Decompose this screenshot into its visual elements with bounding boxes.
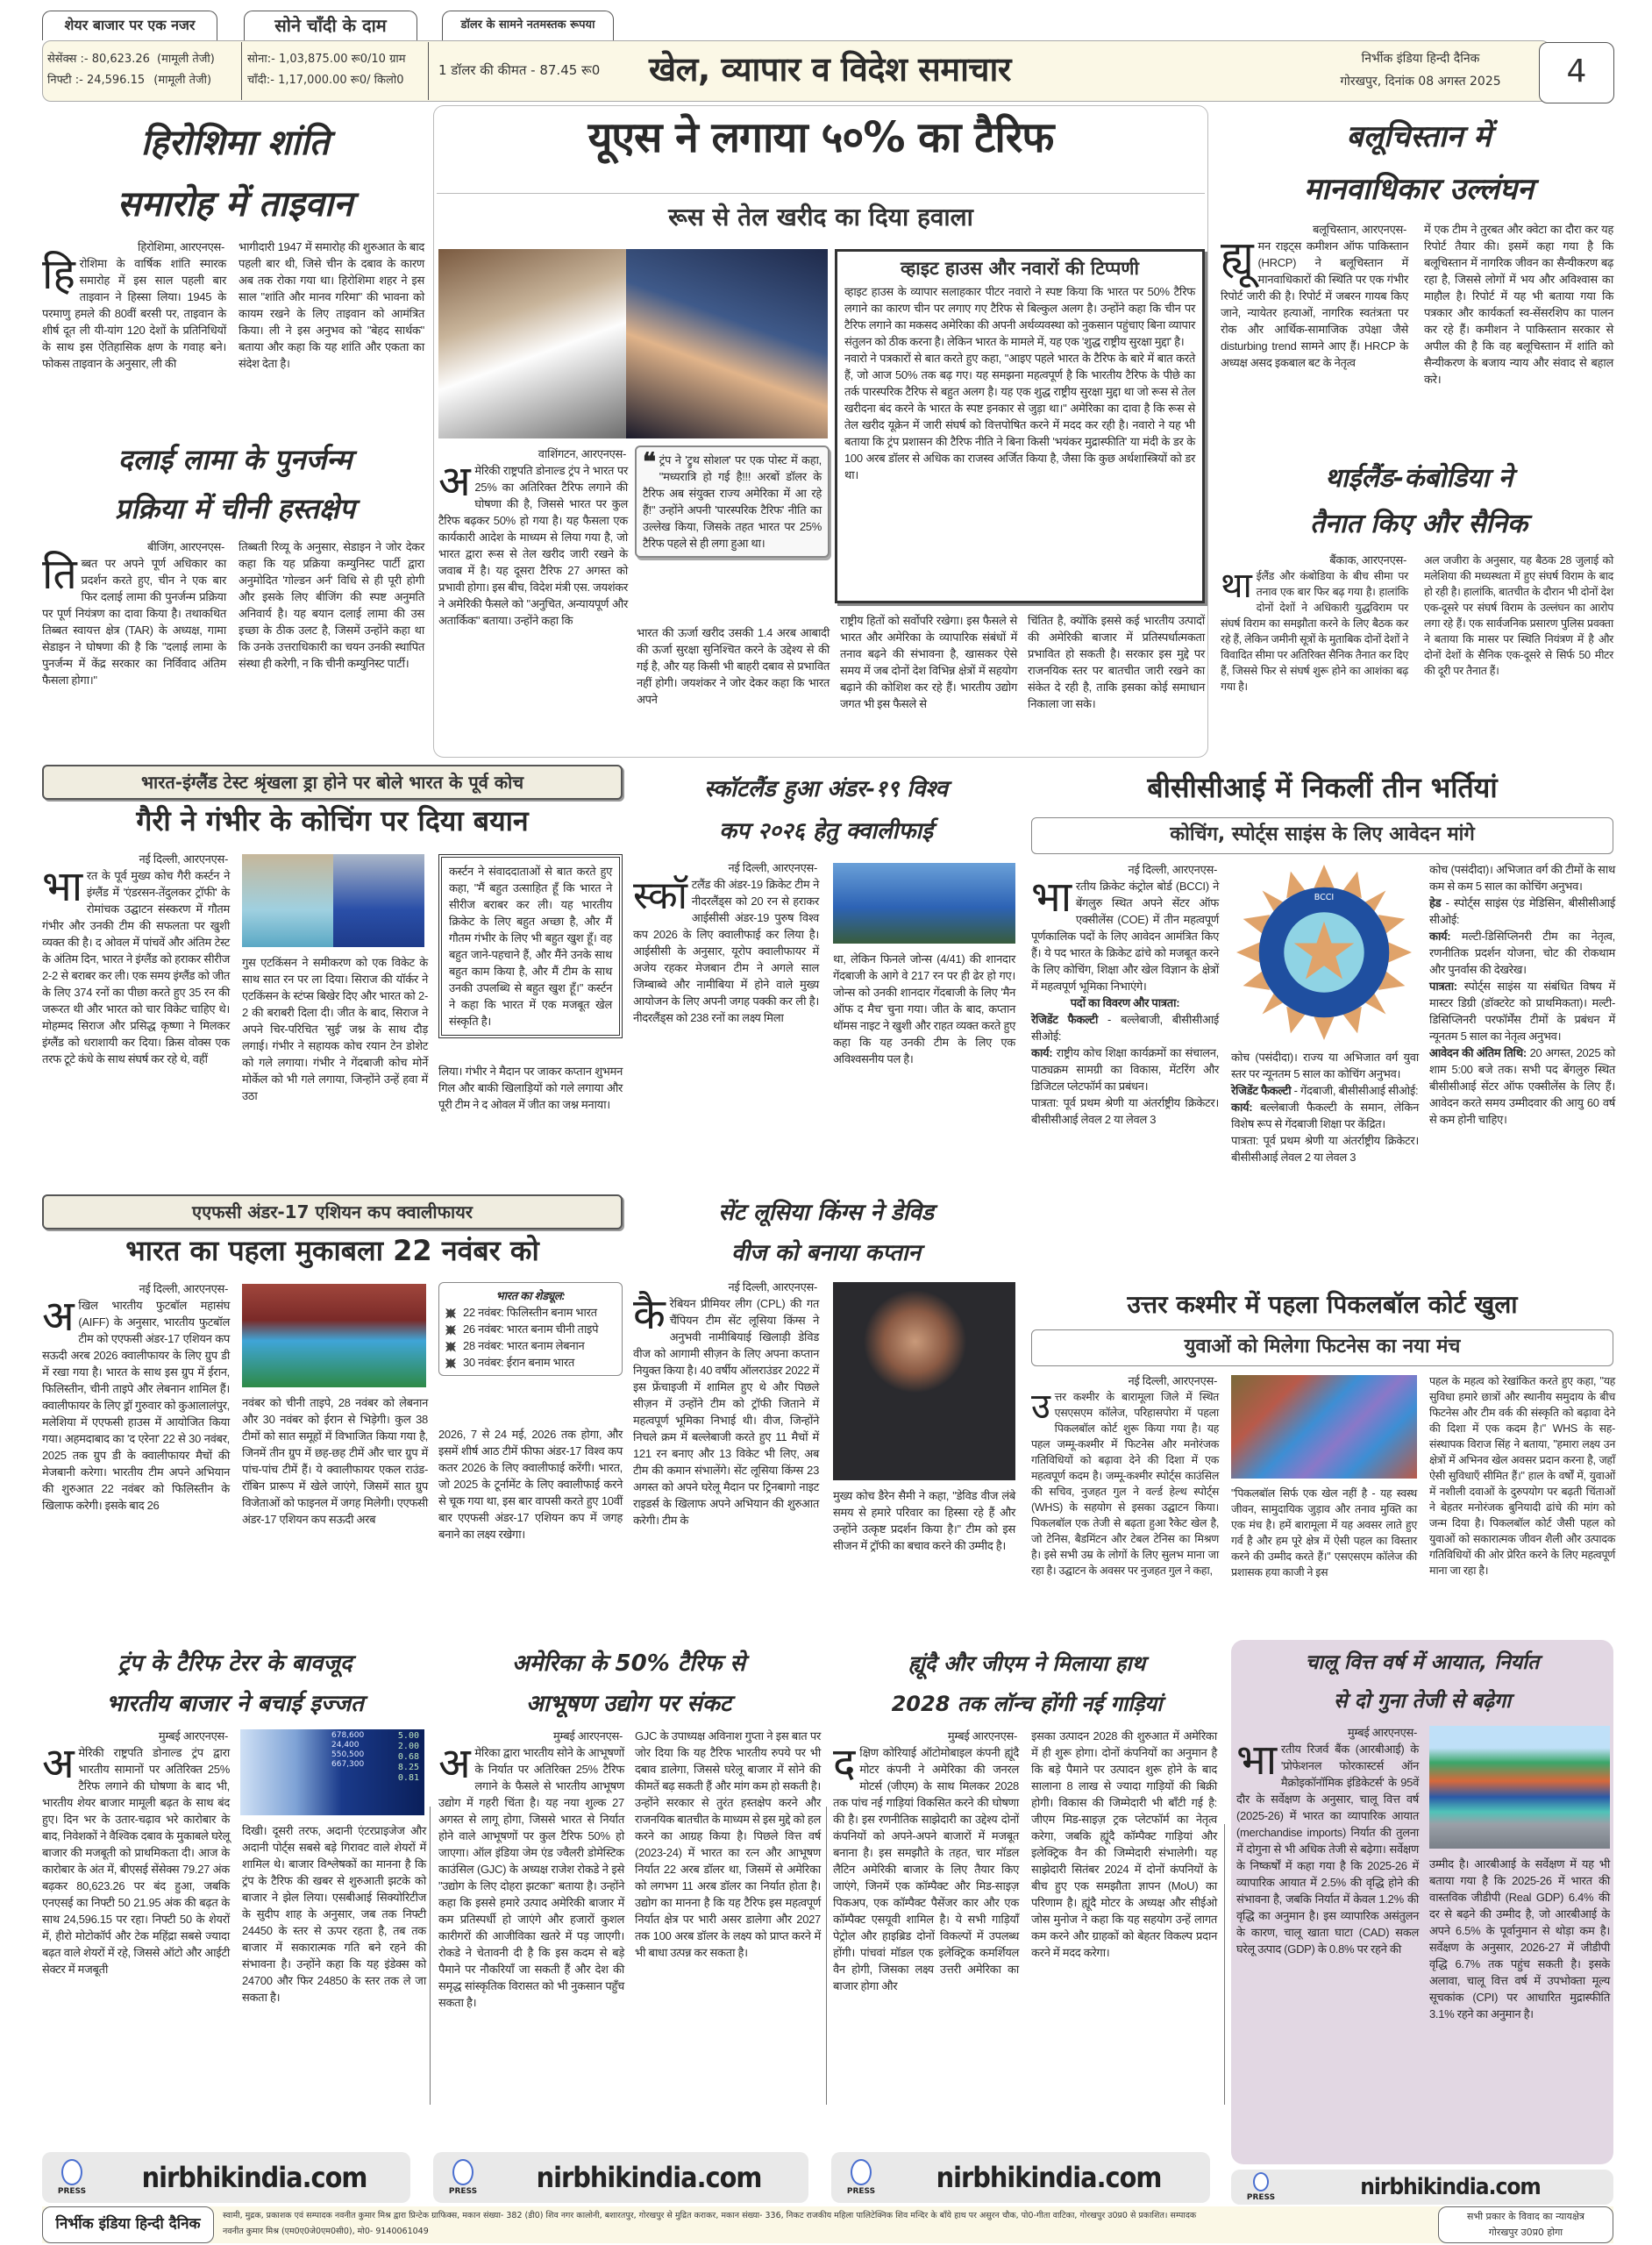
modi-photo bbox=[438, 249, 626, 438]
ticker-value: 24,400 bbox=[331, 1741, 360, 1750]
afc-col2: नवंबर को चीनी ताइपे, 28 नवंबर को लेबनान और 30 नवंबर को ईरान से भिड़ेगी। कुल 38 टीमों को सात समूहों में विभाजित किया गया है, जिनमें तीन ग्रुप में छह-छह टीमें और चार ग्रुप में पांच-पांच टीमें हैं। ये क्वालीफायर एकल राउंड-रॉबिन प्रारूप में खेले जाएंगे, जिसमें सात ग्रुप विजेताओं को फाइनल में जगह मिलेगी। एएफसी अंडर-17 एशियन कप सऊदी अरब bbox=[242, 1396, 428, 1526]
gold-silver-box bbox=[247, 49, 426, 91]
trump-quote-box bbox=[635, 445, 830, 558]
dateline: हिरोशिमा, आरएनएस- bbox=[138, 240, 224, 253]
schedule-text: 26 नवंबर: भारत बनाम चीनी ताइपे bbox=[463, 1322, 599, 1336]
sensex-trend: (मामूली तेजी) bbox=[157, 53, 215, 66]
share-market-box bbox=[47, 49, 240, 91]
bcci-col1 bbox=[1031, 861, 1219, 1128]
footer-paper-name: निर्भीक इंडिया हिन्दी दैनिक bbox=[42, 2206, 214, 2243]
post-subtitle: - गेंदबाजी, बीसीसीआई सीओई: bbox=[1291, 1084, 1419, 1097]
thailand-col2: अल जजीरा के अनुसार, यह बैठक 28 जुलाई को मलेशिया की मध्यस्थता में हुए संघर्ष विराम के बाद हो रही है। हालांकि, बातचीत के दौरान भी दोनों देश एक-दूसरे पर संघर्ष विराम के उल्लंघन का आरोप लगा रहे हैं। एक सार्वजनिक प्रसारण पुलिस प्रवक्ता ने बताया कि मासर पर स्थिति नियंत्रण में है और दोनों देशों के सैनिक एक-दूसरे से सिर्फ 50 मीटर की दूरी पर तैनात हैं। bbox=[1424, 554, 1613, 677]
jurisdiction-box bbox=[1438, 2206, 1613, 2243]
footer-banner[interactable] bbox=[433, 2152, 808, 2203]
work-label: कार्य: bbox=[1429, 930, 1451, 943]
footer-banner[interactable] bbox=[42, 2152, 410, 2203]
dateline: बलूचिस्तान, आरएनएस- bbox=[1313, 223, 1406, 236]
bullet-icon bbox=[445, 1325, 456, 1336]
logo-caption: PRESS bbox=[57, 2186, 87, 2196]
place-date: गोरखपुर, दिनांक 08 अगस्त 2025 bbox=[1340, 75, 1501, 89]
bullet-icon bbox=[445, 1358, 456, 1369]
baluchistan-headline-line1: बलूचिस्तान में bbox=[1346, 119, 1492, 154]
bcci-logo bbox=[1236, 865, 1412, 1040]
schedule-box bbox=[438, 1282, 623, 1376]
david-wiese-photo bbox=[833, 1282, 1015, 1480]
navarro-box-title: व्हाइट हाउस और नवारों की टिप्पणी bbox=[901, 258, 1139, 279]
schedule-item bbox=[445, 1354, 616, 1371]
tariff-col3: राष्ट्रीय हितों को सर्वोपरि रखेगा। इस फैसले से भारत और अमेरिका के व्यापारिक संबंधों में तनाव बढ़ने की संभावना है, खासकर ऐसे समय में जब दोनों देश विभिन्न क्षेत्रों में सहयोग बढ़ाने की कोशिश कर रहे हैं। भारतीय उद्योग जगत भी इस फैसले से bbox=[840, 614, 1017, 710]
stlucia-headline-line1: सेंट लूसिया किंग्स ने डेविड bbox=[718, 1200, 934, 1226]
hyundai-col1 bbox=[833, 1728, 1019, 1994]
post-eligibility: स्पोर्ट्स साइंस या संबंधित विषय में मास्टर डिग्री (डॉक्टरेट को प्राथमिकता)। मल्टी-डिसिप्लिनरी परफॉर्मेंस टीमों के प्रबंधन में न्यूनतम 5 साल का नेतृत्व अनुभव। bbox=[1429, 980, 1615, 1043]
tab-dollar: डॉलर के सामने नतमस्तक रूपया bbox=[442, 11, 614, 40]
baluchistan-headline-line2: मानवाधिकार उल्लंघन bbox=[1303, 172, 1535, 207]
sensex-value: सेसेंक्स :- 80,623.26 bbox=[47, 53, 150, 66]
jewel-col1 bbox=[438, 1728, 624, 2011]
kashmir-col2: "पिकलबॉल सिर्फ एक खेल नहीं है - यह स्वस्थ जीवन, सामुदायिक जुड़ाव और तनाव मुक्ति का एक मंच है। हमें बारामूला में यह अवसर लाते हुए गर्व है और हम पूरे क्षेत्र में ऐसी पहल का विस्तार करने की उम्मीद करते हैं।" एसएसएम कॉलेज की प्रशासक हया काजी ने इस bbox=[1231, 1487, 1417, 1579]
navarro-box-text bbox=[844, 283, 1195, 483]
dropcap: अ bbox=[438, 459, 471, 505]
ticker-value: 550,500 bbox=[331, 1750, 365, 1759]
quote-text: ट्रंप ने 'ट्रुथ सोशल' पर एक पोस्ट में कहा, "मध्यरात्रि हो गई है!!! अरबों डॉलर के टैरिफ अब संयुक्त राज्य अमेरिका में आ रहे हैं!" उन्होंने अपनी 'पारस्परिक टैरिफ' नीति का उल्लेख किया, जिसके तहत भारत पर 25% टैरिफ पहले से ही लगा हुआ था। bbox=[643, 453, 822, 550]
website-link[interactable]: nirbhikindia.com bbox=[1360, 2174, 1541, 2200]
article-text: टलैंड की अंडर-19 क्रिकेट टीम ने नीदरलैंड्स को 20 रन से हराकर आईसीसी अंडर-19 पुरुष विश्व कप 2026 के लिए क्वालीफाई कर लिया है। आईसीसी के अनुसार, यूरोप क्वालीफायर में अजेय रहकर मेजबान टीम ने अगले साल जिम्बाब्वे और नामीबिया में होने वाले मुख्य आयोजन के लिए अपनी जगह पक्की कर ली है। नीदरलैंड्स को 238 रनों का लक्ष्य मिला bbox=[633, 878, 819, 1024]
dropcap: भा bbox=[1031, 874, 1072, 921]
page-number: 4 bbox=[1539, 42, 1614, 103]
dropcap: भा bbox=[42, 864, 82, 910]
dateline: बैंकाक, आरएनएस- bbox=[1329, 553, 1406, 567]
pickleball-court-photo bbox=[1231, 1375, 1417, 1479]
gary-col1 bbox=[42, 851, 230, 1067]
website-link[interactable]: nirbhikindia.com bbox=[536, 2161, 762, 2194]
dalai-headline bbox=[42, 435, 428, 533]
article-text: मेरिकी राष्ट्रपति डोनाल्ड ट्रंप ने भारत पर 25% का अतिरिक्त टैरिफ लगाने की घोषणा की है, जिससे भारत पर कुल टैरिफ बढ़कर 50% हो गया है। यह फैसला एक कार्यकारी आदेश के माध्यम से लिया गया है, जो भारत द्वारा रूस से तेल खरीद जारी रखने के जवाब में है। यह दूसरा टैरिफ 27 अगस्त को प्रभावी होगा। इस बीच, विदेश मंत्री एस. जयशंकर ने अमेरिकी फैसले को "अनुचित, अन्यायपूर्ण और अतार्किक" बताया। उन्होंने कहा कि bbox=[438, 464, 628, 627]
navarro-box bbox=[835, 249, 1205, 603]
tariff-col4: चिंतित है, क्योंकि इससे कई भारतीय उत्पादों की अमेरिकी बाजार में प्रतिस्पर्धात्मकता प्रभावित हो सकती है। सरकार इस मुद्दे पर राजनयिक स्तर पर बातचीत जारी रखने का संकेत दे रही है, ताकि इसका कोई समाधान निकाला जा सके। bbox=[1028, 614, 1205, 710]
bcci-col3 bbox=[1429, 861, 1615, 1128]
press-logo-icon bbox=[444, 2154, 482, 2201]
baluchistan-headline bbox=[1217, 110, 1620, 216]
article-text: मन राइट्स कमीशन ऑफ पाकिस्तान (HRCP) ने बलूचिस्तान में मानवाधिकारों की स्थिति पर एक गंभीर रिपोर्ट जारी की है। रिपोर्ट में जबरन गायब किए जाने, न्यायेतर हत्याओं, नागरिक स्वतंत्रता पर रोक और आर्थिक-सामाजिक उपेक्षा जैसे disturbing trend सामने आए हैं। HRCP के अध्यक्ष असद इकबाल बट के नेतृत्व bbox=[1221, 239, 1408, 369]
logo-caption: PRESS bbox=[1246, 2192, 1276, 2202]
dateline: नई दिल्ली, आरएनएस- bbox=[728, 1280, 817, 1294]
paper-info bbox=[1315, 47, 1526, 93]
ticker-values bbox=[398, 1731, 419, 1784]
dropcap: अ bbox=[42, 1294, 75, 1340]
post-subtitle: - स्पोर्ट्स साइंस एंड मेडिसिन, बीसीसीआई सीओई: bbox=[1429, 896, 1615, 926]
post-experience: कोच (पसंदीदा)। अभिजात वर्ग की टीमों के साथ कम से कम 5 साल का कोचिंग अनुभव। bbox=[1429, 863, 1615, 893]
ticker-value: 678,600 bbox=[331, 1731, 365, 1740]
kashmir-col3: पहल के महत्व को रेखांकित करते हुए कहा, "यह सुविधा हमारे छात्रों और स्थानीय समुदाय के बीच फिटनेस और टीम वर्क की संस्कृति को बढ़ावा देने की दिशा में एक कदम है।" WHS के सह-संस्थापक विराज सिंह ने बताया, "हमारा लक्ष्य उन क्षेत्रों में अभिनव खेल अवसर प्रदान करना है, जहाँ ऐसी सुविधाएँ सीमित हैं।" हाल के वर्षों में, युवाओं में नशीली दवाओं के दुरुपयोग पर बढ़ती चिंताओं ने बेहतर मनोरंजक बुनियादी ढांचे की मांग को जन्म दिया है। पिकलबॉल कोर्ट जैसी पहल को युवाओं को सकारात्मक जीवन शैली और उत्पादक गतिविधियों की ओर प्रेरित करने के लिए महत्वपूर्ण माना जा रहा है। bbox=[1429, 1375, 1615, 1577]
market-headline bbox=[42, 1643, 428, 1724]
dateline: मुम्बई आरएनएस- bbox=[158, 1729, 228, 1743]
post-work: मल्टी-डिसिप्लिनरी टीम का नेतृत्व, रणनीतिक प्रदर्शन योजना, चोट की रोकथाम और पुनर्वास की देखरेख। bbox=[1429, 930, 1615, 976]
afc-kicker: एएफसी अंडर-17 एशियन कप क्वालीफायर bbox=[42, 1194, 623, 1229]
tariff-subhead: रूस से तेल खरीद का दिया हवाला bbox=[668, 203, 973, 232]
hiroshima-headline-line1: हिरोशिमा शांति bbox=[140, 123, 330, 163]
market-headline-line2: भारतीय बाजार ने बचाई इज्जत bbox=[106, 1691, 364, 1717]
dateline: बीजिंग, आरएनएस- bbox=[146, 540, 224, 553]
dateline: मुम्बई आरएनएस- bbox=[552, 1729, 623, 1743]
schedule-item bbox=[445, 1304, 616, 1321]
post-work: राष्ट्रीय कोच शिक्षा कार्यक्रमों का संचालन, पाठ्यक्रम सामग्री का विकास, मेंटरिंग और डिजिटल प्लेटफॉर्म का प्रबंधन। bbox=[1031, 1046, 1219, 1093]
shipping-containers-photo bbox=[1429, 1726, 1610, 1849]
jewel-col2: GJC के उपाध्यक्ष अविनाश गुप्ता ने इस बात पर जोर दिया कि यह टैरिफ भारतीय रुपये पर भी दबाव डालेगा, जिससे घरेलू बाजार में सोने की कीमतें बढ़ सकती हैं और मांग कम हो सकती है। उन्होंने सरकार से तुरंत हस्तक्षेप करने और राजनयिक बातचीत के माध्यम से इस मुद्दे को हल करने का आग्रह किया है। पिछले वित्त वर्ष (2023-24) में भारत का रत्न और आभूषण निर्यात 22 अरब डॉलर था, जिसमें से अमेरिका को लगभग 11 अरब डॉलर का निर्यात होता है। उद्योग का मानना है कि यह टैरिफ इस महत्वपूर्ण निर्यात क्षेत्र पर भारी असर डालेगा और 2027 तक 100 अरब डॉलर के लक्ष्य को प्राप्त करने में भी बाधा उत्पन्न कर सकता है। bbox=[635, 1729, 821, 1959]
eligibility-label: पात्रता: bbox=[1429, 980, 1457, 993]
baluchistan-col2: में एक टीम ने तुरबत और क्वेटा का दौरा कर यह रिपोर्ट तैयार की। इसमें कहा गया है कि बलूचिस्तान में नागरिक जीवन का सैन्यीकरण बढ़ रहा है, जिससे लोगों में भय और अविश्वास का माहौल है। रिपोर्ट में यह भी बताया गया कि पत्रकार और कार्यकर्ता स्व-सेंसरशिप का पालन कर रहे हैं। कमीशन ने पाकिस्तान सरकार से अपील की है कि वह बलूचिस्तान में शांति को सैन्यीकरण के बजाय न्याय और संवाद से बहाल करे। bbox=[1424, 223, 1613, 386]
ticker-value: 0.81 bbox=[397, 1773, 419, 1783]
article-text: रतीय क्रिकेट कंट्रोल बोर्ड (BCCI) ने बेंगलुरु स्थित अपने सेंटर ऑफ एक्सीलेंस (COE) में तीन महत्वपूर्ण पूर्णकालिक पदों के लिए आवेदन आमंत्रित किए हैं। ये पद भारत के क्रिकेट ढांचे को मजबूत करने के लिए कोचिंग, शिक्षा और खेल विज्ञान के क्षेत्रों में महत्वपूर्ण भूमिका निभाएंगे। bbox=[1031, 880, 1219, 993]
ticker-value: 5.00 bbox=[397, 1731, 419, 1741]
post-experience: कोच (पसंदीदा)। राज्य या अभिजात वर्ग युवा स्तर पर न्यूनतम 5 साल का कोचिंग अनुभव। bbox=[1231, 1051, 1419, 1080]
gary-col3: लिया। गंभीर ने मैदान पर जाकर कप्तान शुभमन गिल और बाकी खिलाड़ियों को गले लगाया और पूरी टीम ने द ओवल में जीत का जश्न मनाया। bbox=[438, 1065, 623, 1111]
article-text: ईलैंड और कंबोडिया के बीच सीमा पर तनाव एक बार फिर बढ़ गया है। हालांकि दोनों देशों ने अधिकारी युद्धविराम पर संघर्ष विराम का समझौता करने के लिए बैठक कर रहे हैं, लेकिन जमीनी सूत्रों के मुताबिक दोनों देशों ने विवादित सीमा पर अतिरिक्त सैनिक तैनात कर दिए हैं, जिससे फिर से संघर्ष शुरू होने का आशंका बढ़ गया है। bbox=[1221, 570, 1408, 693]
dateline: नई दिल्ली, आरएनएस- bbox=[139, 1282, 228, 1295]
ticker-value: 2.00 bbox=[397, 1742, 419, 1751]
work-label: कार्य: bbox=[1031, 1046, 1053, 1059]
thailand-col1 bbox=[1221, 552, 1408, 695]
bcci-col2 bbox=[1231, 1049, 1419, 1165]
trade-headline-line2: से दो गुना तेजी से बढ़ेगा bbox=[1333, 1690, 1512, 1713]
deadline-label: आवेदन की अंतिम तिथि: bbox=[1429, 1046, 1527, 1059]
dropcap: स्कॉ bbox=[633, 874, 687, 917]
tab-gold-silver: सोने चाँदी के दाम bbox=[244, 11, 417, 40]
schedule-text: 28 नवंबर: भारत बनाम लेबनान bbox=[463, 1339, 585, 1352]
post-title: रेजिडेंट फैकल्टी bbox=[1231, 1084, 1292, 1097]
dropcap: भा bbox=[1236, 1737, 1277, 1784]
dalai-col1 bbox=[42, 538, 226, 688]
article-text: मेरिकी राष्ट्रपति डोनाल्ड ट्रंप द्वारा भारतीय सामानों पर अतिरिक्त 25% टैरिफ लगाने की घोषणा के बाद भी, भारतीय शेयर बाजार मामूली बढ़त के साथ बंद हुए। दिन भर के उतार-चढ़ाव भरे कारोबार के बाद, निवेशकों ने वैश्विक दबाव के मुकाबले घरेलू बाजार की मजबूती को प्राथमिकता दी। आज के कारोबार के अंत में, बीएसई सेंसेक्स 79.27 अंक बढ़कर 80,623.26 पर बंद हुआ, जबकि एनएसई का निफ्टी 50 21.95 अंक की बढ़त के साथ 24,596.15 पर रहा। निफ्टी 50 के शेयरों में, हीरो मोटोकॉर्प और टेक महिंद्रा सबसे ज्यादा बढ़त वाले शेयरों में रहे, जिससे ऑटो और आईटी सेक्टर में मजबूती bbox=[42, 1746, 230, 1976]
dropcap: द bbox=[833, 1741, 856, 1787]
article-text: रेबियन प्रीमियर लीग (CPL) की गत चैंपियन टीम सेंट लूसिया किंग्स ने अनुभवी नामीबियाई खिलाड़ी डेविड वीज को आगामी सीज़न के लिए अपना कप्तान नियुक्त किया है। 40 वर्षीय ऑलराउंडर 2022 में इस फ्रेंचाइजी में शामिल हुए थे और पिछले सीज़न में उन्होंने टीम को ट्रॉफी जिताने में महत्वपूर्ण भूमिका निभाई थी। वीज, जिन्होंने निचले क्रम में बल्लेबाजी करते हुए 11 मैचों में 121 रन बनाए और 13 विकेट भी लिए, अब टीम की कमान संभालेंगे। सेंट लूसिया किंग्स 23 अगस्त को अपने घरेलू मैदान पर ट्रिनबागो नाइट राइडर्स के खिलाफ अपने अभियान की शुरुआत करेगी। टीम के bbox=[633, 1297, 819, 1527]
schedule-item bbox=[445, 1321, 616, 1337]
navarro-paragraph: व्हाइट हाउस के व्यापार सलाहकार पीटर नवारो ने स्पष्ट किया कि भारत पर 50% टैरिफ लगाने का कारण चीन पर लगाए गए टैरिफ से बिल्कुल अलग है। उन्होंने कहा कि चीन पर टैरिफ लगाने का मकसद अमेरिका की अपनी अर्थव्यवस्था को नुकसान पहुंचाए बिना व्यापार संतुलन को ठीक करना है। लेकिन भारत के मामले में, यह एक 'शुद्ध राष्ट्रीय सुरक्षा मुद्दा' है। bbox=[844, 285, 1195, 348]
ticker-value: 667,300 bbox=[331, 1760, 365, 1769]
schedule-title: भारत का शेड्यूल: bbox=[495, 1289, 566, 1302]
kirsten-photo bbox=[242, 854, 333, 947]
jewel-headline-line1: अमेरिका के 50% टैरिफ से bbox=[512, 1650, 745, 1677]
scotland-col1 bbox=[633, 859, 819, 1026]
nifty-value: निफ्टी :- 24,596.15 bbox=[47, 74, 146, 87]
thailand-headline-line2: तैनात किए और सैनिक bbox=[1309, 509, 1528, 539]
footer-banner[interactable] bbox=[1231, 2170, 1613, 2205]
scotland-team-photo bbox=[833, 863, 1015, 944]
logo-caption: PRESS bbox=[448, 2186, 478, 2196]
work-label: कार्य: bbox=[1231, 1101, 1253, 1114]
bcci-headline: बीसीसीआई में निकलीं तीन भर्तियां bbox=[1147, 771, 1498, 804]
paper-name: निर्भीक इंडिया हिन्दी दैनिक bbox=[1361, 52, 1480, 66]
kashmir-headline: उत्तर कश्मीर में पहला पिकलबॉल कोर्ट खुला bbox=[1127, 1290, 1518, 1319]
hiroshima-col2: भागीदारी 1947 में समारोह की शुरुआत के बाद पहली बार थी, जिसे चीन के दबाव के कारण अब तक रोका गया था। हिरोशिमा शहर ने इस साल "शांति और मानव गरिमा" की भावना को कायम रखने के लिए ताइवान को आमंत्रित किया। ली ने इस अनुभव को "बेहद सार्थक" बताया और कहा कि यह शांति और एकता का संदेश देता है। bbox=[239, 240, 424, 370]
stlucia-col1 bbox=[633, 1279, 819, 1529]
hyundai-headline bbox=[828, 1643, 1226, 1724]
afc-col1 bbox=[42, 1280, 230, 1514]
nifty-trend: (मामूली तेजी) bbox=[153, 74, 212, 87]
kashmir-col1 bbox=[1031, 1373, 1219, 1579]
footer-banner[interactable] bbox=[831, 2152, 1210, 2203]
tab-share-market: शेयर बाजार पर एक नजर bbox=[42, 11, 217, 40]
bcci-section-title: पदों का विवरण और पात्रता: bbox=[1070, 996, 1180, 1009]
trump-photo bbox=[626, 249, 828, 438]
website-link[interactable]: nirbhikindia.com bbox=[141, 2161, 367, 2194]
dalai-headline-line1: दलाई लामा के पुनर्जन्म bbox=[117, 443, 352, 476]
hyundai-col2: इसका उत्पादन 2028 की शुरुआत में अमेरिका में ही शुरू होगा। दोनों कंपनियों का अनुमान है कि बड़े पैमाने पर उत्पादन शुरू होने के बाद सालाना 8 लाख से ज्यादा गाड़ियों की बिक्री होगी। विकास की जिम्मेदारी भी बाँटी गई है: जीएम मिड-साइज़ ट्रक प्लेटफॉर्म का नेतृत्व करेगा, जबकि ह्यूंदै कॉम्पैक्ट गाड़ियां और इलेक्ट्रिक वैन की जिम्मेदारी संभालेगी। यह साझेदारी सितंबर 2024 में दोनों कंपनियों के बीच हुए एक समझौता ज्ञापन (MoU) का परिणाम है। ह्यूंदै मोटर के अध्यक्ष और सीईओ जोस मुनोज ने कहा कि यह सहयोग उन्हें लागत कम करने और ग्राहकों को बेहतर विकल्प प्रदान करने में मदद करेगा। bbox=[1031, 1729, 1217, 1959]
ticker-value: 0.68 bbox=[397, 1752, 419, 1762]
navarro-paragraph: नवारो ने पत्रकारों से बात करते हुए कहा, "आइए पहले भारत के टैरिफ के बारे में बात करते हैं, जो आज 50% तक बढ़ गए। यह समझना महत्वपूर्ण है कि भारतीय टैरिफ के पीछे का तर्क पारस्परिक टैरिफ से बहुत अलग है। यह एक शुद्ध राष्ट्रीय सुरक्षा मुद्दा था जो रूस से तेल खरीदना बंद करने के भारत के स्पष्ट इनकार से जुड़ा था।" अमेरिका का दावा है कि रूस से तेल खरीद यूक्रेन में जारी संघर्ष को वित्तपोषित करने में मदद कर रही है। नवारो ने यह भी बताया कि ट्रंप प्रशासन की टैरिफ नीति ने बिना किसी 'भयंकर मुद्रास्फीति' या मंदी के डर के 100 अरब डॉलर से अधिक का राजस्व अर्जित किया है, जैसा कि कुछ अर्थशास्त्रियों को डर था। bbox=[844, 352, 1195, 481]
article-text: रतीय रिजर्व बैंक (आरबीआई) के 'प्रोफेशनल फोरकास्टर्स ऑन मैक्रोइकॉनॉमिक इंडिकेटर्स' के 95वें दौर के सर्वेक्षण के अनुसार, चालू वित्त वर्ष (2025-26) में भारत का व्यापारिक आयात (merchandise imports) निर्यात की तुलना में दोगुना से भी अधिक तेजी से बढ़ेगा। सर्वेक्षण के निष्कर्षों में कहा गया है कि 2025-26 में व्यापारिक आयात में 2.5% की वृद्धि होने की संभावना है, जबकि निर्यात में केवल 1.2% की वृद्धि का अनुमान है। इस व्यापारिक असंतुलन के कारण, चालू खाता घाटा (CAD) सकल घरेलू उत्पाद (GDP) के 0.8% पर रहने की bbox=[1236, 1743, 1419, 1956]
schedule-text: 30 नवंबर: ईरान बनाम भारत bbox=[463, 1356, 574, 1369]
market-col2: दिखी। दूसरी तरफ, अदानी एंटरप्राइजेज और अदानी पोर्ट्स सबसे बड़े गिरावट वाले शेयरों में शामिल थे। बाजार विश्लेषकों का मानना है कि ट्रंप के टैरिफ की खबर से शुरुआती झटके को बाजार ने झेल लिया। एसबीआई सिक्योरिटीज के सुदीप शाह के अनुसार, जब तक निफ्टी 24450 के स्तर से ऊपर रहता है, तब तक बाजार में सकारात्मक गति बने रहने की संभावना है। उन्होंने कहा कि यह इंडेक्स को 24700 और फिर 24850 के स्तर तक ले जा सकता है। bbox=[242, 1824, 426, 2004]
dollar-price: 1 डॉलर की कीमत - 87.45 रू0 bbox=[438, 62, 601, 78]
press-logo-icon bbox=[1242, 2170, 1280, 2204]
section-title: खेल, व्यापार व विदेश समाचार bbox=[649, 50, 1011, 89]
post-subtitle: - बल्लेबाजी, बीसीसीआई सीओई: bbox=[1031, 1013, 1220, 1043]
scotland-headline-line1: स्कॉटलैंड हुआ अंडर-१९ विश्व bbox=[704, 776, 948, 802]
article-text: मेरिका द्वारा भारतीय सोने के आभूषणों के निर्यात पर अतिरिक्त 25% टैरिफ लगाने के फैसले से भारतीय आभूषण उद्योग में गहरी चिंता है। यह नया शुल्क 27 अगस्त से लागू होगा, जिससे भारत से निर्यात होने वाले आभूषणों पर कुल टैरिफ 50% हो जाएगा। ऑल इंडिया जेम एंड ज्वैलरी डोमेस्टिक काउंसिल (GJC) के अध्यक्ष राजेश रोकडे ने इसे "उद्योग के लिए दोहरा झटका" बताया है। उन्होंने कहा कि इससे हमारे उत्पाद अमेरिकी बाजार में कम प्रतिस्पर्धी हो जाएंगे और हजारों कुशल कारीगरों की आजीविका खतरे में पड़ जाएगी। रोकडे ने चेतावनी दी है कि इस कदम से बड़े पैमाने पर नौकरियाँ जा सकती हैं और देश की समृद्ध सांस्कृतिक विरासत को भी नुकसान पहुँच सकता है। bbox=[438, 1746, 624, 2009]
gary-headline: गैरी ने गंभीर के कोचिंग पर दिया बयान bbox=[136, 804, 529, 837]
dateline: वाशिंगटन, आरएनएस- bbox=[538, 447, 626, 460]
hyundai-headline-line2: 2028 तक लॉन्च होंगी नई गाड़ियां bbox=[891, 1692, 1163, 1716]
article-text: खिल भारतीय फुटबॉल महासंघ (AIFF) के अनुसार, भारतीय फुटबॉल टीम को एएफसी अंडर-17 एशियन कप सऊदी अरब 2026 क्वालीफायर के लिए ग्रुप डी में रखा गया है। भारत के साथ इस ग्रुप में ईरान, फिलिस्तीन, चीनी ताइपे और लेबनान शामिल हैं। क्वालीफायर के लिए ड्रॉ गुरुवार को कुआलालंपुर, मलेशिया में एएफसी हाउस में आयोजित किया गया। अहमदाबाद का 'द एरेना' 22 से 30 नवंबर, 2025 तक ग्रुप डी के क्वालीफायर मैचों की मेजबानी करेगा। भारतीय टीम अपने अभियान की शुरुआत 22 नवंबर को फिलिस्तीन के खिलाफ करेगी। इसके बाद 26 bbox=[42, 1299, 230, 1512]
market-headline-line1: ट्रंप के टैरिफ टेरर के बावजूद bbox=[117, 1650, 352, 1677]
afc-headline: भारत का पहला मुकाबला 22 नवंबर को bbox=[125, 1234, 539, 1267]
dropcap: अ bbox=[438, 1741, 471, 1787]
article-text: ब्बत पर अपने पूर्ण अधिकार का प्रदर्शन करते हुए, चीन ने एक बार फिर दलाई लामा की पुनर्जन्म प्रक्रिया पर पूर्ण नियंत्रण का दावा किया है। तथाकथित तिब्बत स्वायत्त क्षेत्र (TAR) के अध्यक्ष, गामा सेडाइन ने घोषणा की है कि "दलाई लामा के पुनर्जन्म में केंद्र सरकार का निर्विवाद अंतिम फैसला होगा।" bbox=[42, 557, 226, 687]
silver-price: चाँदी:- 1,17,000.00 रू0/ किलो0 bbox=[247, 74, 404, 87]
bullet-icon bbox=[445, 1342, 456, 1352]
stlucia-col2: मुख्य कोच डैरेन सैमी ने कहा, "डेविड वीज लंबे समय से हमारे परिवार का हिस्सा रहे हैं और उन्होंने उत्कृष्ट प्रदर्शन किया है।" टीम को इस सीजन में ट्रॉफी का बचाव करने की उम्मीद है। bbox=[833, 1489, 1015, 1552]
post-eligibility: पात्रता: पूर्व प्रथम श्रेणी या अंतर्राष्ट्रीय क्रिकेटर। बीसीसीआई लेवल 2 या लेवल 3 bbox=[1231, 1134, 1419, 1164]
scotland-headline-line2: कप २०२६ हेतु क्वालीफाई bbox=[719, 818, 933, 845]
scotland-headline bbox=[626, 768, 1026, 852]
ticker-value: 8.25 bbox=[397, 1763, 419, 1772]
post-eligibility: पात्रता: पूर्व प्रथम श्रेणी या अंतर्राष्ट्रीय क्रिकेटर। बीसीसीआई लेवल 2 या लेवल 3 bbox=[1031, 1096, 1219, 1126]
bullet-icon bbox=[445, 1308, 456, 1319]
logo-caption: PRESS bbox=[846, 2186, 876, 2196]
deadline-text: 20 अगस्त, 2025 को शाम 5:00 बजे तक। सभी पद बेंगलुरु स्थित बीसीसीआई सेंटर ऑफ एक्सीलेंस के लिए हैं। आवेदन करते समय उम्मीदवार की आयु 60 वर्ष से कम होनी चाहिए। bbox=[1429, 1046, 1615, 1126]
gary-kicker: भारत-इंग्लैंड टेस्ट श्रृंखला ड्रा होने पर बोले भारत के पूर्व कोच bbox=[42, 765, 623, 800]
thailand-headline-line1: थाईलैंड-कंबोडिया ने bbox=[1324, 463, 1513, 494]
article-text: त्तर कश्मीर के बारामूला जिले में स्थित एसएसएम कॉलेज, परिहासपोरा में पहला पिकलबॉल कोर्ट शुरू किया गया है। यह पहल जम्मू-कश्मीर में फिटनेस और मनोरंजक गतिविधियों को बढ़ावा देने की दिशा में एक महत्वपूर्ण कदम है। जम्मू-कश्मीर स्पोर्ट्स काउंसिल की सचिव, नुजहत गुल ने वर्ल्ड हेल्थ स्पोर्ट्स (WHS) के सहयोग से इसका उद्घाटन किया। पिकलबॉल एक तेजी से बढ़ता हुआ रैकेट खेल है, जो टेनिस, बैडमिंटन और टेबल टेनिस का मिश्रण है। इसे सभी उम्र के लोगों के लिए सुलभ माना जा रहा है। उद्घाटन के अवसर पर नुजहत गुल ने कहा, bbox=[1031, 1391, 1219, 1577]
schedule-text: 22 नवंबर: फिलिस्तीन बनाम भारत bbox=[463, 1306, 597, 1319]
article-text: रत के पूर्व मुख्य कोच गैरी कर्स्टन ने इंग्लैंड में 'एंडरसन-तेंदुलकर ट्रॉफी' के रोमांचक उद्घाटन संस्करण में गौतम गंभीर और उनकी टीम की सफलता पर खुशी व्यक्त की है। द ओवल में पांचवें और अंतिम टेस्ट के अंतिम दिन, भारत ने इंग्लैंड को हराकर सीरीज 2-2 से बराबर कर ली। एक समय इंग्लैंड को जीत के लिए 374 रनों का पीछा करते हुए 35 रन की जरूरत थी और भारत को चार विकेट चाहिए थे। मोहम्मद सिराज और प्रसिद्ध कृष्णा ने मिलकर इंग्लैंड को धराशायी कर दिया। क्रिस वोक्स एक तरफ टूटे कंधे के साथ संघर्ष कर रहे थे, वहीं bbox=[42, 869, 230, 1065]
bcci-subhead: कोचिंग, स्पोर्ट्स साइंस के लिए आवेदन मांगे bbox=[1031, 817, 1613, 854]
kirsten-quote-box: कर्स्टन ने संवाददाताओं से बात करते हुए कहा, "मैं बहुत उत्साहित हूँ कि भारत ने सीरीज बराबर कर ली। यह भारतीय क्रिकेट के लिए बहुत अच्छा है, और मैं गौतम गंभीर के लिए भी बहुत खुश हूँ। वह बहुत जाने-पहचाने हैं, और मैंने उनके साथ बहुत काम किया है, और मैं टीम के साथ उनकी उपलब्धि से बहुत खुश हूँ।" कर्स्टन ने कहा कि भारत में एक मजबूत खेल संस्कृति है। bbox=[438, 854, 623, 1038]
jewel-headline-line2: आभूषण उद्योग पर संकट bbox=[526, 1691, 731, 1717]
website-link[interactable]: nirbhikindia.com bbox=[936, 2161, 1162, 2194]
tariff-headline: यूएस ने लगाया ५०% का टैरिफ bbox=[587, 113, 1054, 162]
post-title: रेजिडेंट फैकल्टी bbox=[1031, 1013, 1099, 1026]
jurisdiction-line: सभी प्रकार के विवाद का न्यायक्षेत्र bbox=[1467, 2211, 1584, 2222]
hyundai-headline-line1: ह्यूंदै और जीएम ने मिलाया हाथ bbox=[908, 1651, 1146, 1676]
article-text: रोशिमा के वार्षिक शांति स्मारक समारोह में इस साल पहली बार ताइवान ने हिस्सा लिया। 1945 के परमाणु हमले की 80वीं बरसी पर, ताइवान के शीर्ष दूत ली यी-यांग 120 देशों के प्रतिनिधियों के साथ इस ऐतिहासिक क्षण के गवाह बने। फोकस ताइवान के अनुसार, ली की bbox=[42, 257, 226, 370]
quote-mark-icon: ❝ bbox=[643, 448, 656, 475]
dateline: नई दिल्ली, आरएनएस- bbox=[139, 852, 228, 866]
afc-col3: 2026, 7 से 24 मई, 2026 तक होगा, और इसमें शीर्ष आठ टीमें फीफा अंडर-17 विश्व कप कतर 2026 के लिए क्वालीफाई करेंगी। भारत, जो 2025 के टूर्नामेंट के लिए क्वालीफाई करने से चूक गया था, इस बार वापसी करते हुए 10वीं बार एएफसी अंडर-17 एशियन कप में जगह बनाने का लक्ष्य रखेगा। bbox=[438, 1428, 623, 1541]
trade-headline-line1: चालू वित्त वर्ष में आयात, निर्यात bbox=[1305, 1651, 1540, 1674]
gold-price: सोना:- 1,03,875.00 रू0/10 ग्राम bbox=[247, 53, 406, 66]
imprint-line: नवनीत कुमार मिश्र (एम0ए0जे0एम0सी0), मो0- 9140061049 bbox=[223, 2227, 429, 2236]
ticker-values-left bbox=[331, 1731, 364, 1770]
dateline: नई दिल्ली, आरएनएस- bbox=[1128, 863, 1217, 876]
baluchistan-col1 bbox=[1221, 221, 1408, 371]
dateline: नई दिल्ली, आरएनएस- bbox=[728, 861, 817, 874]
hiroshima-headline bbox=[42, 112, 428, 235]
hiroshima-col1 bbox=[42, 239, 226, 372]
trade-headline bbox=[1231, 1643, 1613, 1721]
press-logo-icon bbox=[53, 2154, 91, 2201]
dropcap: अ bbox=[42, 1741, 75, 1787]
india-football-photo bbox=[242, 1284, 426, 1387]
imprint-text bbox=[223, 2208, 1431, 2240]
imprint-line: स्वामी, मुद्रक, प्रकाशक एवं सम्पादक नवनीत कुमार मिश्र द्वारा प्रिन्टेक ग्राफिक्स, मकान संख्या- 382 (डी0) शिव नगर कालोनी, बशारतपुर, गोरखपुर से मुद्रित कराकर, मकान संख्या- 336, निकट राजकीय महिला पालिटेक्निक शिव मन्दिर के बाँये हाथ पर असुरन चौक, पो0-गीता वाटिका, गोरखपुर उ0प्र0 से प्रकाशित। सम्पादक bbox=[223, 2211, 1197, 2220]
market-col1 bbox=[42, 1728, 230, 1978]
hiroshima-headline-line2: समारोह में ताइवान bbox=[117, 184, 353, 224]
trade-col2: उम्मीद है। आरबीआई के सर्वेक्षण में यह भी बताया गया है कि 2025-26 में भारत की वास्तविक जीडीपी (Real GDP) 6.4% की दर से बढ़ने की उम्मीद है, जो आरबीआई के अपने 6.5% के पूर्वानुमान से थोड़ा कम है। सर्वेक्षण के अनुसार, 2026-27 में जीडीपी वृद्धि 6.7% तक पहुंच सकती है। इसके अलावा, चालू वित्त वर्ष में उपभोक्ता मूल्य सूचकांक (CPI) पर आधारित मुद्रास्फीति 3.1% रहने का अनुमान है। bbox=[1429, 1857, 1610, 2020]
press-logo-icon bbox=[842, 2154, 880, 2201]
post-title: हेड bbox=[1429, 896, 1442, 909]
stlucia-headline-line2: वीज को बनाया कप्तान bbox=[730, 1240, 922, 1266]
dalai-headline-line2: प्रक्रिया में चीनी हस्तक्षेप bbox=[115, 492, 355, 525]
gary-col2: गुस एटकिंसन ने समीकरण को एक विकेट के साथ सात रन पर ला दिया। सिराज की यॉर्कर ने एटकिंसन के स्टंप्स बिखेर दिए और भारत को 2-2 की बराबरी दिला दी। जीत के बाद, सिराज ने अपने चिर-परिचित 'सुई' जश्न के साथ दौड़ लगाई। गंभीर ने सहायक कोच रयान टेन डोशेट को गले लगाया। गंभीर ने गेंदबाजी कोच मोर्ने मोर्केल को भी गले लगाया, जिन्होंने उन्हें हवा में उठा bbox=[242, 956, 428, 1102]
bcci-logo-text: BCCI bbox=[1314, 893, 1335, 902]
dropcap: कै bbox=[633, 1292, 666, 1338]
dalai-col2: तिब्बती रिव्यू के अनुसार, सेडाइन ने जोर देकर कहा कि यह प्रक्रिया कम्युनिस्ट पार्टी द्वारा अनुमोदित 'गोल्डन अर्न' विधि से ही पूरी होगी और इसके लिए बीजिंग की स्पष्ट अनुमति अनिवार्य है। यह बयान दलाई लामा की उस इच्छा के ठीक उलट है, जिसमें उन्होंने कहा था कि उनके उत्तराधिकारी का चयन उनकी स्थापित संस्था ही करेगी, न कि चीनी कम्युनिस्ट पार्टी। bbox=[239, 540, 424, 670]
stlucia-headline bbox=[626, 1193, 1026, 1273]
post-work: बल्लेबाजी फैकल्टी के समान, लेकिन विशेष रूप से गेंदबाजी शिक्षा पर केंद्रित। bbox=[1231, 1101, 1419, 1130]
dateline: मुम्बई आरएनएस- bbox=[1347, 1726, 1417, 1739]
dropcap: उ bbox=[1031, 1387, 1050, 1426]
dropcap: ह्यू bbox=[1221, 234, 1254, 281]
trade-col1 bbox=[1236, 1724, 1419, 1957]
scotland-col2: था, लेकिन फिनले जोन्स (4/41) की शानदार गेंदबाजी के आगे वे 217 रन पर ही ढेर हो गए। जोन्स को उनकी शानदार गेंदबाजी के लिए 'मैन ऑफ द मैच' चुना गया। जीत के बाद, कप्तान थॉमस नाइट ने खुशी और राहत व्यक्त करते हुए कहा कि यह उनकी टीम के लिए एक अविश्वसनीय पल है। bbox=[833, 952, 1015, 1065]
tariff-col2: भारत की ऊर्जा खरीद उसकी 1.4 अरब आबादी की ऊर्जा सुरक्षा सुनिश्चित करने के उद्देश्य से की गई है, और यह किसी भी बाहरी दबाव से प्रभावित नहीं होगी। जयशंकर ने जोर देकर कहा कि भारत अपने bbox=[637, 626, 830, 706]
article-text: क्षिण कोरियाई ऑटोमोबाइल कंपनी ह्यूंदै मोटर कंपनी ने अमेरिका की जनरल मोटर्स (जीएम) के साथ मिलकर 2028 तक पांच नई गाड़ियां विकसित करने की घोषणा की है। इस रणनीतिक साझेदारी का उद्देश्य दोनों कंपनियों को अपने-अपने बाजारों में मजबूत बनाना है। इस समझौते के तहत, चार मॉडल लैटिन अमेरिकी बाजार के लिए तैयार किए जाएंगे, जिनमें एक कॉम्पैक्ट और मिड-साइज़ पिकअप, एक कॉम्पैक्ट पैसेंजर कार और एक कॉम्पैक्ट एसयूवी शामिल है। ये सभी गाड़ियाँ पेट्रोल और हाइब्रिड दोनों विकल्पों में उपलब्ध होंगी। पांचवां मॉडल एक इलेक्ट्रिक कमर्शियल वैन होगी, जिसका लक्ष्य उत्तरी अमेरिका का बाजार होगा और bbox=[833, 1746, 1019, 1992]
dateline: नई दिल्ली, आरएनएस- bbox=[1128, 1374, 1217, 1387]
jewel-headline bbox=[433, 1643, 824, 1724]
jurisdiction-line: गोरखपुर उ0प्र0 होगा bbox=[1488, 2227, 1563, 2238]
tariff-col1 bbox=[438, 445, 628, 629]
schedule-item bbox=[445, 1337, 616, 1354]
dropcap: ति bbox=[42, 552, 77, 598]
dropcap: हि bbox=[42, 252, 75, 298]
stock-exchange-photo bbox=[240, 1729, 424, 1815]
kashmir-subhead: युवाओं को मिलेगा फिटनेस का नया मंच bbox=[1031, 1329, 1613, 1366]
thailand-headline bbox=[1217, 456, 1620, 547]
dateline: मुम्बई आरएनएस- bbox=[947, 1729, 1017, 1743]
gambhir-photo bbox=[333, 854, 424, 947]
dropcap: था bbox=[1221, 567, 1252, 605]
